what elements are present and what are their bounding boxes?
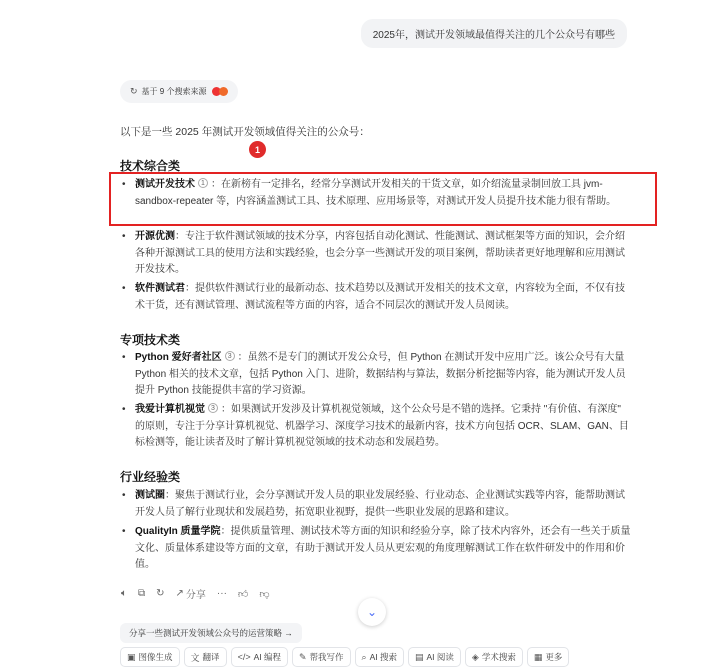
list-item	[120, 350, 632, 400]
chevron-down-icon: ⌄	[366, 605, 378, 619]
list-item	[120, 281, 632, 314]
item-text: ：在新榜有一定排名，经常分享测试开发相关的干货文章，如介绍流量录制回放工具 jvm-sandbox-repeater 等，内容涵盖测试工具、技术原理、应用场景等，对测试开发人员提升技术能力很有帮助。	[135, 179, 617, 207]
tool-label: 帮我写作	[309, 652, 344, 662]
speaker-icon[interactable]: 🔈︎	[121, 588, 127, 599]
item-name: 测试开发技术	[135, 179, 195, 190]
item-name: 测试圈	[135, 490, 165, 501]
tool-label: AI 编程	[253, 652, 281, 662]
tool-label: 更多	[545, 652, 563, 662]
section-title: 技术综合类	[120, 159, 181, 173]
citation-ref[interactable]: 3	[208, 403, 218, 413]
source-logos	[212, 87, 228, 96]
item-name: 软件测试君	[135, 283, 185, 294]
tool-label: AI 阅读	[426, 652, 454, 662]
tool-ai-coding[interactable]	[231, 647, 288, 667]
suggested-question[interactable]: 分享一些测试开发领域公众号的运营策略 →	[120, 623, 302, 643]
item-text: ：虽然不是专门的测试开发公众号，但 Python 在测试开发中应用广泛。该公众号有大量 Python 相关的技术文章，包括 Python 入门、进阶，数据结构与算法，数据分析挖掘等内容，能为测试开发人员提升 Python 技能提供丰富的学习资源。	[135, 352, 626, 396]
tool-academic-search[interactable]	[465, 647, 523, 667]
citation-ref[interactable]: 1	[198, 178, 208, 188]
sources-label: 基于 9 个搜索来源	[141, 87, 207, 96]
more-button[interactable]: ···	[216, 588, 227, 599]
refresh-icon: ↻	[130, 86, 138, 96]
section-title: 专项技术类	[120, 333, 181, 347]
citation-ref[interactable]: 3	[225, 351, 235, 361]
item-name: 开源优测	[135, 231, 175, 242]
thumbs-down-icon[interactable]: 👎︎	[259, 588, 270, 600]
tool-more[interactable]	[527, 647, 570, 667]
item-text: ：提供质量管理、测试技术等方面的知识和经验分享，除了技术内容外，还会有一些关于质量文化、质量体系建设等方面的文章，有助于测试开发人员从更宏观的角度理解测试工作在软件研发中的作用和价值。	[135, 526, 631, 570]
list-item	[120, 524, 632, 574]
list-item	[120, 402, 632, 452]
search-icon: ⌕	[361, 651, 367, 662]
item-name: QualityIn 质量学院	[135, 526, 221, 537]
graduation-icon: ◈	[471, 651, 479, 662]
user-message-bubble: 2025年，测试开发领域最值得关注的几个公众号有哪些	[361, 19, 627, 48]
reading-icon: ▤	[415, 651, 424, 662]
tool-ai-reading[interactable]	[408, 647, 461, 667]
thumbs-up-icon[interactable]: 👍︎	[237, 588, 249, 600]
tool-image-generation[interactable]	[120, 647, 180, 667]
share-button[interactable]	[176, 586, 206, 601]
tool-label: AI 搜索	[369, 652, 397, 662]
tool-writing[interactable]	[292, 647, 351, 667]
code-icon: </>	[237, 652, 251, 662]
tool-label: 图像生成	[138, 652, 173, 662]
share-icon: ↗	[175, 588, 184, 599]
tool-ai-search[interactable]	[355, 647, 404, 667]
annotation-highlight-box	[109, 172, 657, 226]
list-item	[120, 229, 632, 279]
search-sources-chip[interactable]	[120, 80, 238, 103]
scroll-down-button[interactable]	[358, 598, 386, 626]
grid-icon: ▦	[533, 651, 543, 662]
tool-translate[interactable]	[184, 647, 227, 667]
pen-icon: ✎	[298, 651, 307, 662]
item-text: ：专注于软件测试领域的技术分享，内容包括自动化测试、性能测试、测试框架等方面的知识，会介绍各种开源测试工具的使用方法和实践经验，也会分享一些测试开发的项目案例，帮助读者更好地理解和应用测试开发技术。	[135, 231, 625, 275]
item-text: ：提供软件测试行业的最新动态、技术趋势以及测试开发相关的技术文章，内容较为全面，不仅有技术干货，还有测试管理、测试流程等方面的内容，适合不同层次的测试开发人员阅读。	[135, 283, 625, 311]
answer-intro: 以下是一些 2025 年测试开发领域值得关注的公众号：	[120, 126, 370, 138]
regenerate-icon[interactable]: ↻	[156, 588, 165, 599]
translate-icon: 文	[190, 652, 200, 663]
source-logo-icon	[219, 87, 228, 96]
list-item	[120, 488, 632, 521]
copy-icon[interactable]: ⧉	[138, 588, 146, 599]
image-icon: ▣	[127, 651, 136, 662]
item-name: 我爱计算机视觉	[135, 404, 205, 415]
item-text: ：如果测试开发涉及计算机视觉领域，这个公众号是不错的选择。它秉持 "有价值、有深度" 的原则，专注于分享计算机视觉、机器学习、深度学习技术的最新内容，技术方向包括 OCR、SLAM、GAN、目标检测等，能让读者及时了解计算机视觉领域的技术动态和发展趋势。	[135, 404, 629, 448]
share-label: 分享	[185, 590, 206, 601]
section-title: 行业经验类	[120, 470, 181, 484]
tool-bar	[120, 647, 569, 667]
item-name: Python 爱好者社区	[135, 352, 222, 363]
tool-label: 学术搜索	[481, 652, 516, 662]
item-text: ：聚焦于测试行业，会分享测试开发人员的职业发展经验、行业动态、企业测试实践等内容，能帮助测试开发人员了解行业现状和发展趋势，拓宽职业视野，提供一些职业发展的思路和建议。	[135, 490, 625, 518]
annotation-badge: 1	[249, 141, 266, 158]
tool-label: 翻译	[202, 652, 220, 662]
message-actions	[121, 586, 270, 601]
